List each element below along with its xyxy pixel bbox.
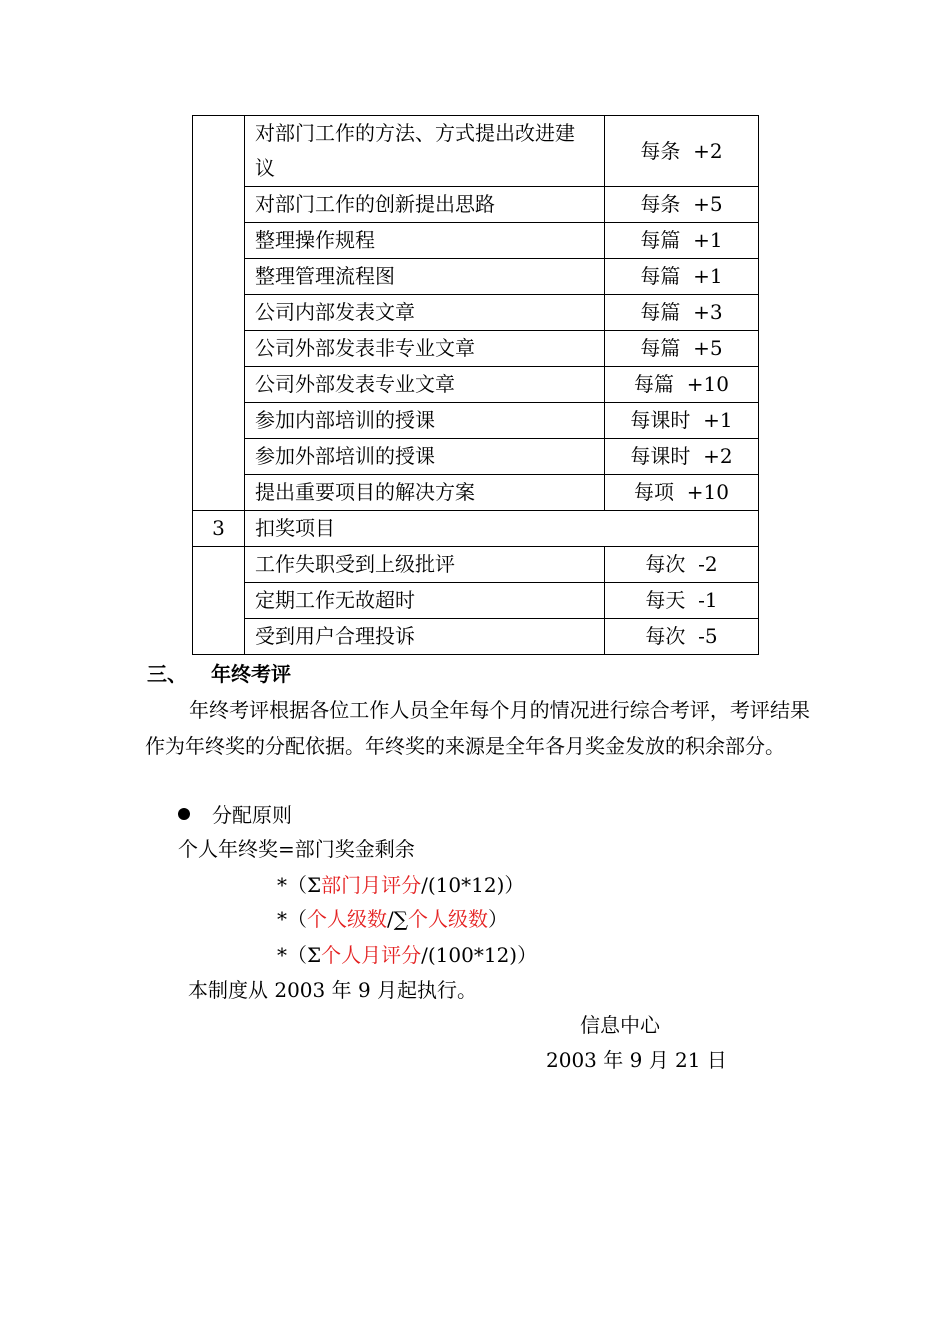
table-row bbox=[193, 187, 759, 223]
table-cell-no bbox=[193, 547, 245, 655]
bonus-table bbox=[192, 115, 759, 655]
formula-text: ） bbox=[488, 907, 509, 931]
table-row bbox=[193, 331, 759, 367]
section-heading bbox=[147, 658, 291, 690]
table-cell-score: 每篇 +1 bbox=[605, 223, 759, 259]
table-row bbox=[193, 367, 759, 403]
formula-text: /(10*12)） bbox=[421, 873, 525, 897]
formula-highlight: 部门月评分 bbox=[321, 873, 422, 897]
bullet-item bbox=[178, 798, 292, 832]
table-cell-item: 公司外部发表专业文章 bbox=[245, 367, 605, 403]
table-cell-item: 整理操作规程 bbox=[245, 223, 605, 259]
formula-text: *（Σ bbox=[277, 943, 322, 967]
table-cell-score: 每条 +5 bbox=[605, 187, 759, 223]
table-row bbox=[193, 547, 759, 583]
table-cell-score: 每篇 +10 bbox=[605, 367, 759, 403]
table-cell-score: 每篇 +1 bbox=[605, 259, 759, 295]
formula-line-3 bbox=[277, 902, 508, 936]
table-cell-score: 每次 -5 bbox=[605, 619, 759, 655]
table-cell-item: 参加内部培训的授课 bbox=[245, 403, 605, 439]
table-cell-item: 提出重要项目的解决方案 bbox=[245, 475, 605, 511]
table-row bbox=[193, 619, 759, 655]
formula-highlight: 个人级数 bbox=[408, 907, 489, 931]
formula-highlight: 个人月评分 bbox=[321, 943, 422, 967]
table-cell-no bbox=[193, 116, 245, 511]
table-row bbox=[193, 295, 759, 331]
formula-text: *（ bbox=[277, 907, 307, 931]
table-row bbox=[193, 475, 759, 511]
table-cell-item: 定期工作无故超时 bbox=[245, 583, 605, 619]
section-title: 年终考评 bbox=[211, 662, 291, 686]
signature-org: 信息中心 bbox=[580, 1013, 660, 1037]
table-cell-score: 每篇 +3 bbox=[605, 295, 759, 331]
table-cell-item: 对部门工作的创新提出思路 bbox=[245, 187, 605, 223]
table-cell-item: 公司内部发表文章 bbox=[245, 295, 605, 331]
formula-line-1: 个人年终奖=部门奖金剩余 bbox=[178, 837, 415, 861]
table-cell-score: 每项 +10 bbox=[605, 475, 759, 511]
table-cell-item: 对部门工作的方法、方式提出改进建议 bbox=[245, 116, 605, 187]
signature-date: 2003 年 9 月 21 日 bbox=[546, 1048, 727, 1072]
table-cell-item: 公司外部发表非专业文章 bbox=[245, 331, 605, 367]
table-cell-score: 每次 -2 bbox=[605, 547, 759, 583]
formula-line-4 bbox=[277, 938, 537, 972]
bullet-icon bbox=[178, 808, 190, 820]
table-row bbox=[193, 116, 759, 187]
table-row bbox=[193, 583, 759, 619]
formula-line-2 bbox=[277, 868, 524, 902]
table-cell-score: 每课时 +2 bbox=[605, 439, 759, 475]
table-cell-score: 每篇 +5 bbox=[605, 331, 759, 367]
table-row bbox=[193, 223, 759, 259]
formula-text: /(100*12)） bbox=[421, 943, 538, 967]
section-number: 三、 bbox=[147, 662, 187, 686]
bullet-label: 分配原则 bbox=[212, 803, 292, 827]
section-label: 扣奖项目 bbox=[245, 511, 759, 547]
table-section-row bbox=[193, 511, 759, 547]
table-row bbox=[193, 403, 759, 439]
table-row bbox=[193, 439, 759, 475]
formula-highlight: 个人级数 bbox=[307, 907, 387, 931]
table-cell-item: 整理管理流程图 bbox=[245, 259, 605, 295]
table-cell-score: 每条 +2 bbox=[605, 116, 759, 187]
table-cell-score: 每天 -1 bbox=[605, 583, 759, 619]
table-row bbox=[193, 259, 759, 295]
table-cell-item: 受到用户合理投诉 bbox=[245, 619, 605, 655]
formula-text: *（Σ bbox=[277, 873, 322, 897]
table-cell-item: 工作失职受到上级批评 bbox=[245, 547, 605, 583]
formula-text: /∑ bbox=[387, 907, 409, 931]
table-cell-score: 每课时 +1 bbox=[605, 403, 759, 439]
table-cell-item: 参加外部培训的授课 bbox=[245, 439, 605, 475]
section-number: 3 bbox=[193, 511, 245, 547]
section-paragraph: 年终考评根据各位工作人员全年每个月的情况进行综合考评，考评结果作为年终奖的分配依据。年终奖的来源是全年各月奖金发放的积余部分。 bbox=[145, 698, 810, 758]
effective-date-text: 本制度从 2003 年 9 月起执行。 bbox=[188, 978, 478, 1002]
